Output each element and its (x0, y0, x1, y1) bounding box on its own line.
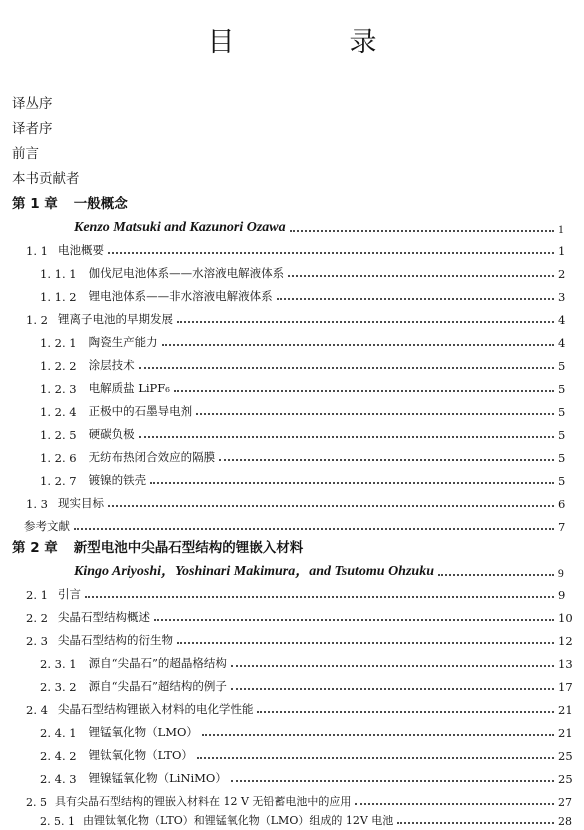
page-number: 25 (558, 772, 573, 786)
toc-entry[interactable] (0, 328, 584, 352)
chapter-authors: Kingo Ariyoshi，Yoshinari Makimura，and Tsutomu Ohzuku (74, 564, 434, 579)
page-number: 28 (558, 815, 572, 828)
toc-entry[interactable] (0, 718, 584, 742)
toc-entry[interactable] (0, 259, 584, 283)
leader-dots (231, 688, 554, 690)
toc-entry[interactable] (0, 305, 584, 329)
page-title: 目 录 (207, 27, 421, 58)
page-number: 1 (558, 244, 566, 258)
section-number: 2. 3. 2 (40, 680, 77, 694)
section-title: 镀镍的铁壳 (88, 473, 147, 487)
chapter-authors: Kenzo Matsuki and Kazunori Ozawa (74, 220, 286, 235)
toc-entry-contributors[interactable] (12, 165, 584, 189)
toc-entry[interactable] (0, 695, 584, 719)
leader-dots (177, 642, 554, 644)
leader-dots (202, 734, 554, 736)
page-number: 17 (558, 680, 573, 694)
leader-dots (219, 459, 554, 461)
toc-entry[interactable] (0, 397, 584, 421)
page-number: 21 (558, 726, 573, 740)
page-number: 25 (558, 749, 573, 763)
section-title: 参考文献 (24, 519, 70, 533)
section-number: 2. 3. 1 (40, 657, 77, 671)
leader-dots (438, 574, 554, 576)
leader-dots (196, 413, 554, 415)
section-title: 电池概要 (57, 243, 104, 257)
section-title: 涂层技术 (88, 358, 135, 372)
section-number: 2. 4. 2 (40, 749, 77, 763)
leader-dots (139, 367, 554, 369)
section-number: 2. 4 (26, 703, 48, 717)
section-title: 伽伐尼电池体系——水溶液电解液体系 (88, 266, 285, 280)
page-number: 5 (558, 382, 566, 396)
toc-entry[interactable] (0, 282, 584, 306)
section-title: 电解质盐 LiPF₆ (88, 381, 170, 395)
page-number: 13 (558, 657, 573, 671)
section-number: 1. 2 (26, 313, 48, 327)
section-number: 1. 1. 2 (40, 290, 77, 304)
leader-dots (257, 711, 554, 713)
toc-entry[interactable] (0, 649, 584, 673)
toc-entry[interactable] (0, 764, 584, 788)
section-title: 源自“尖晶石”超结构的例子 (88, 679, 227, 693)
toc-entry[interactable] (0, 466, 584, 490)
leader-dots (74, 528, 554, 530)
page-number: 9 (558, 588, 566, 602)
leader-dots (277, 298, 554, 300)
section-number: 2. 4. 3 (40, 772, 77, 786)
leader-dots (231, 780, 554, 782)
section-title: 尖晶石型结构锂嵌入材料的电化学性能 (57, 702, 254, 716)
leader-dots (150, 482, 554, 484)
section-title: 尖晶石型结构概述 (57, 610, 150, 624)
section-number: 1. 2. 4 (40, 405, 77, 419)
page-number: 5 (558, 428, 566, 442)
page-number: 1 (558, 224, 564, 236)
section-number: 1. 2. 3 (40, 382, 77, 396)
leader-dots (177, 321, 554, 323)
section-title: 尖晶石型结构的衍生物 (57, 633, 173, 647)
section-title: 陶瓷生产能力 (88, 335, 158, 349)
leader-dots (108, 505, 554, 507)
page-number: 10 (558, 611, 573, 625)
section-title: 锂离子电池的早期发展 (57, 312, 173, 326)
leader-dots (397, 822, 554, 824)
page-number: 6 (558, 497, 566, 511)
leader-dots (288, 275, 554, 277)
page-number: 5 (558, 405, 566, 419)
page-number: 5 (558, 451, 566, 465)
chapter-authors-1[interactable] (0, 214, 584, 238)
toc-entry[interactable] (0, 374, 584, 398)
toc-entry-title: 前言 (12, 146, 39, 162)
section-number: 1. 1. 1 (40, 267, 77, 281)
section-title: 现实目标 (57, 496, 104, 510)
leader-dots (355, 803, 554, 805)
section-number: 2. 4. 1 (40, 726, 77, 740)
toc-entry[interactable] (0, 351, 584, 375)
page-number: 4 (558, 313, 566, 327)
toc-entry[interactable] (0, 420, 584, 444)
chapter-title: 新型电池中尖晶石型结构的锂嵌入材料 (73, 540, 304, 556)
toc-entry[interactable] (0, 672, 584, 696)
toc-entry[interactable] (0, 489, 584, 513)
section-number: 1. 2. 7 (40, 474, 77, 488)
section-title: 具有尖晶石型结构的锂嵌入材料在 12 V 无铅蓄电池中的应用 (55, 795, 352, 808)
section-number: 1. 2. 1 (40, 336, 77, 350)
toc-entry-translator-preface[interactable] (12, 115, 584, 139)
page-number: 3 (558, 290, 566, 304)
leader-dots (154, 619, 554, 621)
section-number: 1. 2. 6 (40, 451, 77, 465)
chapter-authors-2[interactable] (0, 558, 584, 582)
page-number: 7 (558, 520, 566, 534)
section-number: 1. 2. 2 (40, 359, 77, 373)
section-title: 锂电池体系——非水溶液电解液体系 (88, 289, 273, 303)
toc-entry[interactable] (0, 626, 584, 650)
toc-entry[interactable] (0, 603, 584, 627)
page-number: 2 (558, 267, 566, 281)
section-title: 正极中的石墨导电剂 (88, 404, 193, 418)
page-number: 9 (558, 568, 564, 580)
leader-dots (162, 344, 554, 346)
leader-dots (108, 252, 554, 254)
section-number: 2. 3 (26, 634, 48, 648)
section-title: 锂钛氧化物（LTO） (88, 748, 193, 762)
toc-entry[interactable] (0, 580, 584, 604)
section-number: 1. 1 (26, 244, 48, 258)
toc-entry[interactable] (0, 741, 584, 765)
section-number: 1. 2. 5 (40, 428, 77, 442)
section-number: 1. 3 (26, 497, 48, 511)
page-number: 27 (558, 796, 572, 809)
section-title: 引言 (57, 587, 81, 601)
chapter-title: 一般概念 (73, 196, 128, 212)
page-number: 5 (558, 474, 566, 488)
section-title: 无纺布热闭合效应的隔膜 (88, 450, 216, 464)
section-title: 锂镍锰氧化物（LiNiMO） (88, 771, 227, 785)
chapter-number: 第 1 章 (12, 196, 58, 212)
toc-entry-foreword[interactable] (12, 140, 584, 164)
toc-entry-title: 译者序 (12, 121, 53, 137)
chapter-heading-1[interactable] (0, 190, 584, 214)
toc-entry[interactable] (0, 236, 584, 260)
leader-dots (139, 436, 554, 438)
section-title: 硬碳负极 (88, 427, 135, 441)
toc-entry-references[interactable] (0, 512, 584, 536)
section-title: 由锂钛氧化物（LTO）和锂锰氧化物（LMO）组成的 12V 电池 (82, 814, 394, 827)
toc-entry[interactable] (0, 443, 584, 467)
toc-entry-title: 本书贡献者 (12, 171, 80, 187)
page-number: 5 (558, 359, 566, 373)
page-number: 4 (558, 336, 566, 350)
section-number: 2. 1 (26, 588, 48, 602)
section-number: 2. 5 (26, 796, 47, 809)
toc-entry-title: 译丛序 (12, 96, 53, 112)
chapter-heading-2[interactable] (0, 534, 584, 558)
chapter-number: 第 2 章 (12, 540, 58, 556)
section-number: 2. 2 (26, 611, 48, 625)
leader-dots (85, 596, 554, 598)
leader-dots (174, 390, 554, 392)
leader-dots (231, 665, 554, 667)
section-title: 源自“尖晶石”的超晶格结构 (88, 656, 227, 670)
leader-dots (290, 230, 554, 232)
leader-dots (197, 757, 554, 759)
toc-entry[interactable] (0, 806, 584, 830)
page-number: 12 (558, 634, 573, 648)
page-number: 21 (558, 703, 573, 717)
section-title: 锂锰氧化物（LMO） (88, 725, 198, 739)
section-number: 2. 5. 1 (40, 815, 75, 828)
toc-entry-preface-series[interactable] (12, 90, 584, 114)
